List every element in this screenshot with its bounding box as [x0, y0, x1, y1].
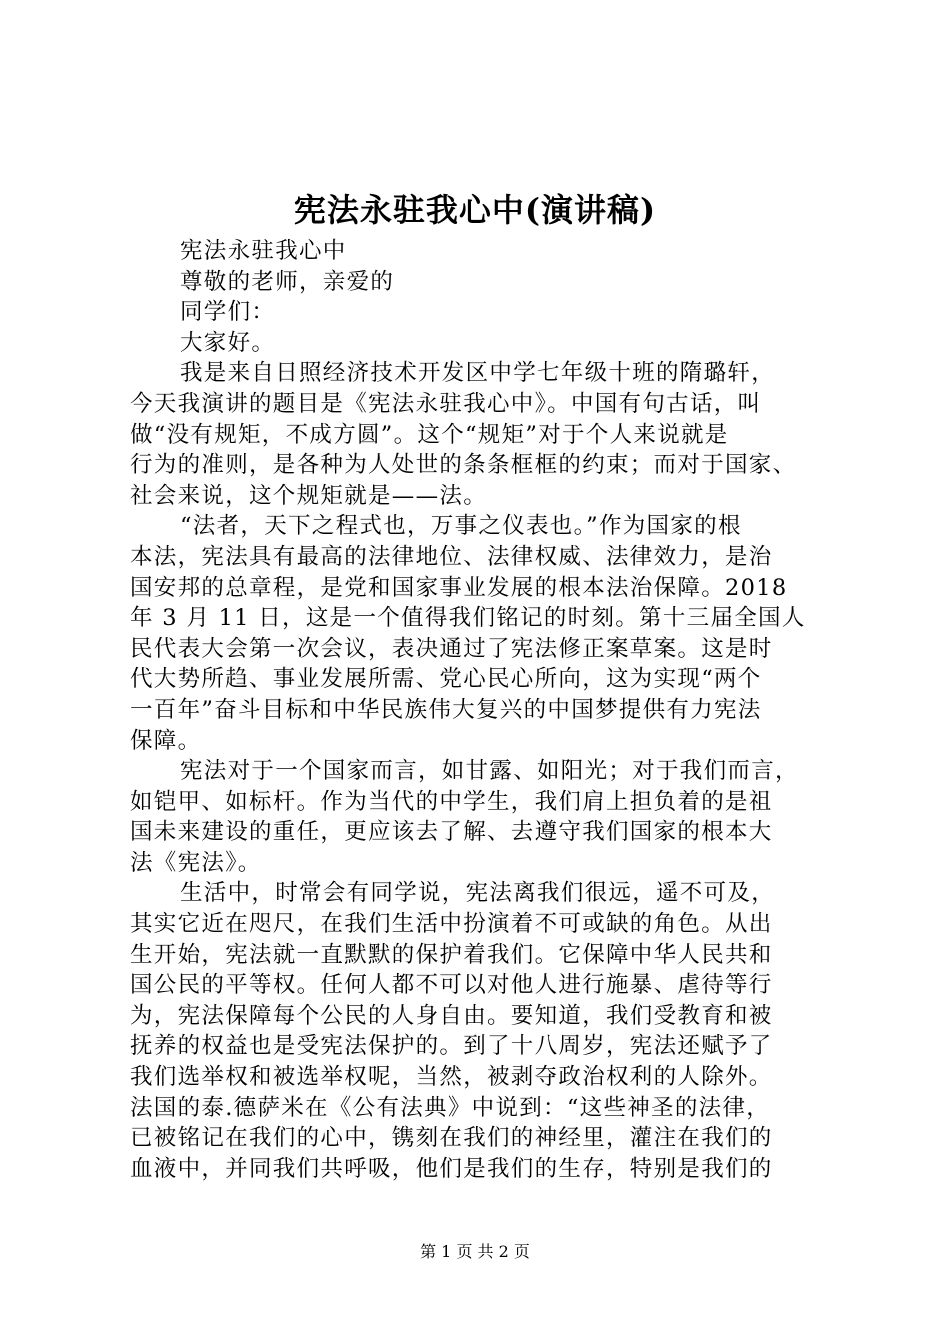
text-line: 其实它近在咫尺，在我们生活中扮演着不可或缺的角色。从出 [130, 911, 773, 938]
text-line: 代大势所趋、事业发展所需、党心民心所向，这为实现“两个 [130, 666, 762, 693]
text-line: 本法，宪法具有最高的法律地位、法律权威、法律效力，是治 [130, 543, 773, 570]
text-line: 我是来自日照经济技术开发区中学七年级十班的隋璐轩， [180, 360, 776, 387]
text-line: 大家好。 [180, 329, 276, 356]
text-line: 今天我演讲的题目是《宪法永驻我心中》。中国有句古话，叫 [130, 390, 762, 417]
text-line: 做“没有规矩，不成方圆”。这个“规矩”对于个人来说就是 [130, 421, 729, 448]
document-title: 宪法永驻我心中(演讲稿) [293, 191, 657, 229]
text-line: 已被铭记在我们的心中，镌刻在我们的神经里，灌注在我们的 [130, 1125, 773, 1152]
text-line: 宪法永驻我心中 [180, 238, 347, 264]
text-line: 血液中，并同我们共呼吸，他们是我们的生存，特别是我们的 [130, 1155, 773, 1182]
text-line: 为，宪法保障每个公民的人身自由。要知道，我们受教育和被 [130, 1002, 773, 1029]
text-line: 国公民的平等权。任何人都不可以对他人进行施暴、虐待等行 [130, 972, 773, 999]
text-line: 法《宪法》。 [130, 849, 262, 876]
text-line: 保障。 [130, 727, 202, 754]
text-line: 民代表大会第一次会议，表决通过了宪法修正案草案。这是时 [130, 635, 773, 662]
page-footer: 第 1 页 共 2 页 [420, 1242, 530, 1261]
text-line: 年 3 月 11 日，这是一个值得我们铭记的时刻。第十三届全国人 [130, 605, 806, 632]
text-line: 抚养的权益也是受宪法保护的。到了十八周岁，宪法还赋予了 [130, 1033, 773, 1060]
text-line: 社会来说，这个规矩就是——法。 [130, 482, 488, 509]
text-line: 国安邦的总章程，是党和国家事业发展的根本法治保障。2018 [130, 574, 788, 601]
text-line: 一百年”奋斗目标和中华民族伟大复兴的中国梦提供有力宪法 [130, 696, 762, 723]
text-line: 如铠甲、如标杆。作为当代的中学生，我们肩上担负着的是祖 [130, 788, 773, 815]
text-line: “法者，天下之程式也，万事之仪表也。”作为国家的根 [180, 513, 742, 540]
text-line: 宪法对于一个国家而言，如甘露、如阳光；对于我们而言， [180, 758, 799, 785]
text-line: 国未来建设的重任，更应该去了解、去遵守我们国家的根本大 [130, 819, 773, 846]
text-line: 我们选举权和被选举权呢，当然，被剥夺政治权利的人除外。 [130, 1064, 773, 1091]
text-line: 生活中，时常会有同学说，宪法离我们很远，遥不可及， [180, 880, 776, 907]
text-line: 法国的泰.德萨米在《公有法典》中说到：“这些神圣的法律， [130, 1094, 771, 1121]
text-line: 生开始，宪法就一直默默的保护着我们。它保障中华人民共和 [130, 941, 773, 968]
document-body [130, 236, 842, 1184]
text-line: 同学们： [180, 299, 276, 326]
text-line: 行为的准则，是各种为人处世的条条框框的约束；而对于国家、 [130, 452, 797, 479]
text-line: 尊敬的老师，亲爱的 [180, 268, 395, 295]
